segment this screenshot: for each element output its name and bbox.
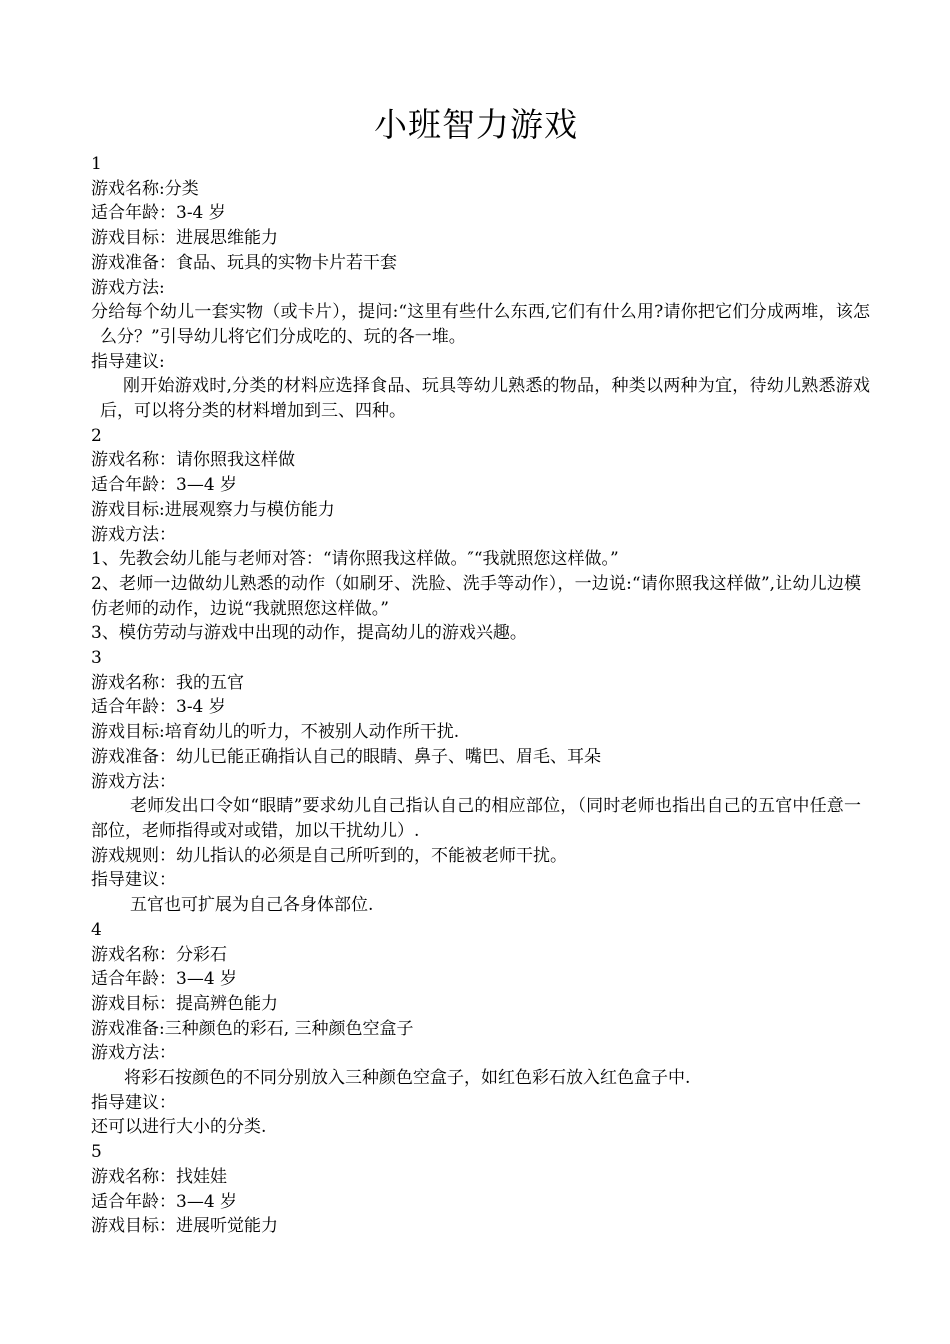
game-section [91, 152, 870, 424]
game-section [91, 646, 861, 918]
game-number: 5 [91, 1142, 102, 1163]
game-method-label: 游戏方法: [91, 277, 165, 298]
game-age: 适合年龄：3—4 岁 [91, 969, 238, 990]
game-age: 适合年龄：3-4 岁 [91, 697, 226, 718]
game-name: 游戏名称：请你照我这样做 [91, 450, 295, 471]
game-step: 3、模仿劳动与游戏中出现的动作，提高幼儿的游戏兴趣。 [91, 623, 527, 644]
document-title: 小班智力游戏 [374, 105, 578, 144]
game-section [91, 424, 861, 646]
game-number: 2 [91, 425, 102, 446]
game-rule: 游戏规则：幼儿指认的必须是自己所听到的，不能被老师干扰。 [91, 845, 567, 866]
game-name: 游戏名称:分类 [91, 178, 199, 199]
game-method-label: 游戏方法： [91, 524, 176, 545]
game-advice-text: 还可以进行大小的分类. [91, 1117, 267, 1138]
game-goal: 游戏目标:培育幼儿的听力，不被别人动作所干扰. [91, 722, 460, 743]
game-number: 1 [91, 154, 102, 174]
game-prep: 游戏准备：幼儿已能正确指认自己的眼睛、鼻子、嘴巴、眉毛、耳朵 [91, 746, 601, 767]
game-method-label: 游戏方法： [91, 1043, 176, 1064]
game-number: 3 [91, 648, 102, 669]
game-goal: 游戏目标：进展思维能力 [91, 228, 278, 249]
game-advice-label: 指导建议： [91, 870, 176, 891]
game-section [91, 1140, 861, 1239]
game-advice-label: 指导建议： [91, 1092, 176, 1113]
game-name: 游戏名称：我的五官 [91, 672, 244, 693]
game-goal: 游戏目标:进展观察力与模仿能力 [91, 499, 335, 520]
game-advice-text: 五官也可扩展为自己各身体部位. [130, 895, 374, 916]
game-goal: 游戏目标：进展听觉能力 [91, 1216, 278, 1237]
game-age: 适合年龄：3-4 岁 [91, 203, 226, 224]
game-age: 适合年龄：3—4 岁 [91, 1191, 238, 1212]
game-prep: 游戏准备:三种颜色的彩石, 三种颜色空盒子 [91, 1018, 414, 1039]
document-page [91, 102, 870, 1239]
game-prep: 游戏准备：食品、玩具的实物卡片若干套 [91, 252, 397, 273]
game-advice-text: 刚开始游戏时,分类的材料应选择食品、玩具等幼儿熟悉的物品，种类以两种为宜，待幼儿熟悉游戏后，可以将分类的材料增加到三、四种。 [100, 376, 870, 422]
game-advice-label: 指导建议: [91, 351, 165, 372]
game-goal: 游戏目标：提高辨色能力 [91, 993, 278, 1014]
game-method-text: 将彩石按颜色的不同分别放入三种颜色空盒子，如红色彩石放入红色盒子中. [124, 1068, 691, 1089]
game-method-text: 分给每个幼儿一套实物（或卡片），提问:“这里有些什么东西,它们有什么用?请你把它们分成两堆，该怎么分？”引导幼儿将它们分成吃的、玩的各一堆。 [91, 302, 870, 347]
game-step: 2、老师一边做幼儿熟悉的动作（如刷牙、洗脸、洗手等动作），一边说:“请你照我这样做”,让幼儿边模仿老师的动作，边说“我就照您这样做。” [91, 573, 861, 619]
game-age: 适合年龄：3—4 岁 [91, 475, 238, 496]
game-name: 游戏名称：找娃娃 [91, 1166, 227, 1187]
game-number: 4 [91, 919, 102, 940]
game-method-text: 老师发出口令如“眼睛”要求幼儿自己指认自己的相应部位，（同时老师也指出自己的五官中任意一部位，老师指得或对或错，加以干扰幼儿）. [91, 796, 861, 841]
game-section [91, 918, 861, 1140]
game-method-label: 游戏方法： [91, 771, 176, 792]
game-name: 游戏名称：分彩石 [91, 944, 227, 965]
game-step: 1、先教会幼儿能与老师对答：“请你照我这样做。″“我就照您这样做。” [91, 549, 619, 570]
